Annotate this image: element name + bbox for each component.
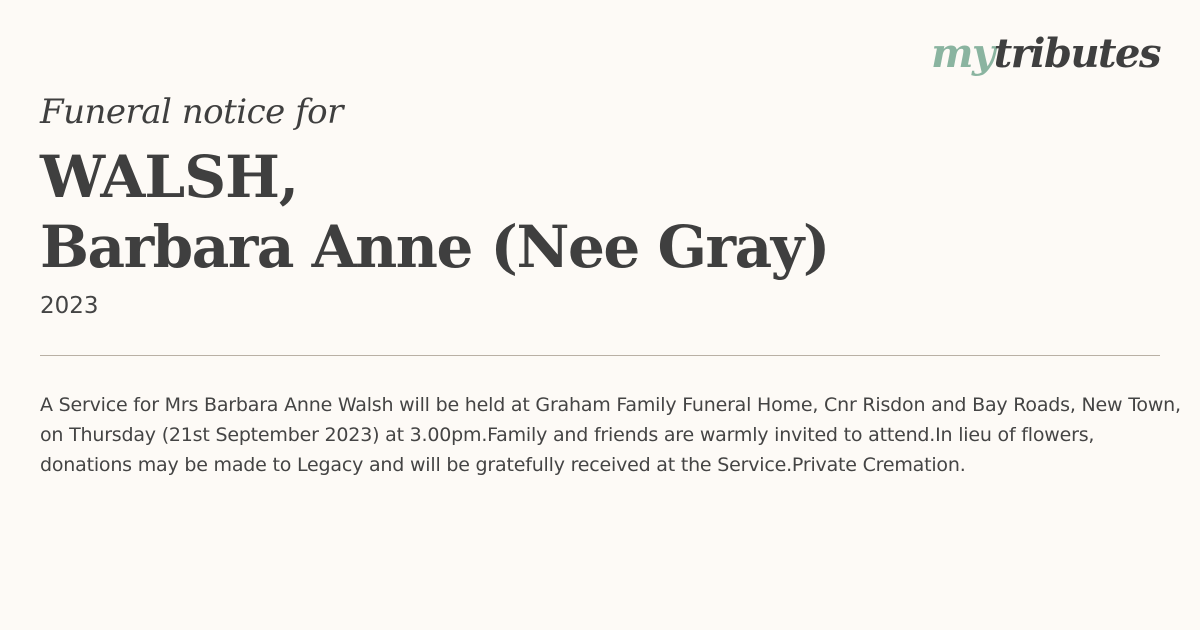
logo-tributes-text: tributes (993, 30, 1160, 77)
deceased-surname: WALSH, (40, 143, 299, 211)
logo-my-text: my (931, 30, 994, 77)
notice-label: Funeral notice for (40, 92, 343, 132)
divider (40, 355, 1160, 356)
deceased-given-names: Barbara Anne (Nee Gray) (40, 213, 829, 281)
notice-body-text: A Service for Mrs Barbara Anne Walsh will be held at Graham Family Funeral Home, Cnr Risdon and Bay Roads, New Town, on Thursday (21st September 2023) at 3.00pm.Family and friends are warmly invited to attend.In lieu of flowers, donations may be made to Legacy and will be gratefully received at the Service.Private Cremation. (40, 394, 1181, 476)
mytributes-logo[interactable] (931, 30, 1160, 77)
notice-year: 2023 (40, 293, 99, 319)
